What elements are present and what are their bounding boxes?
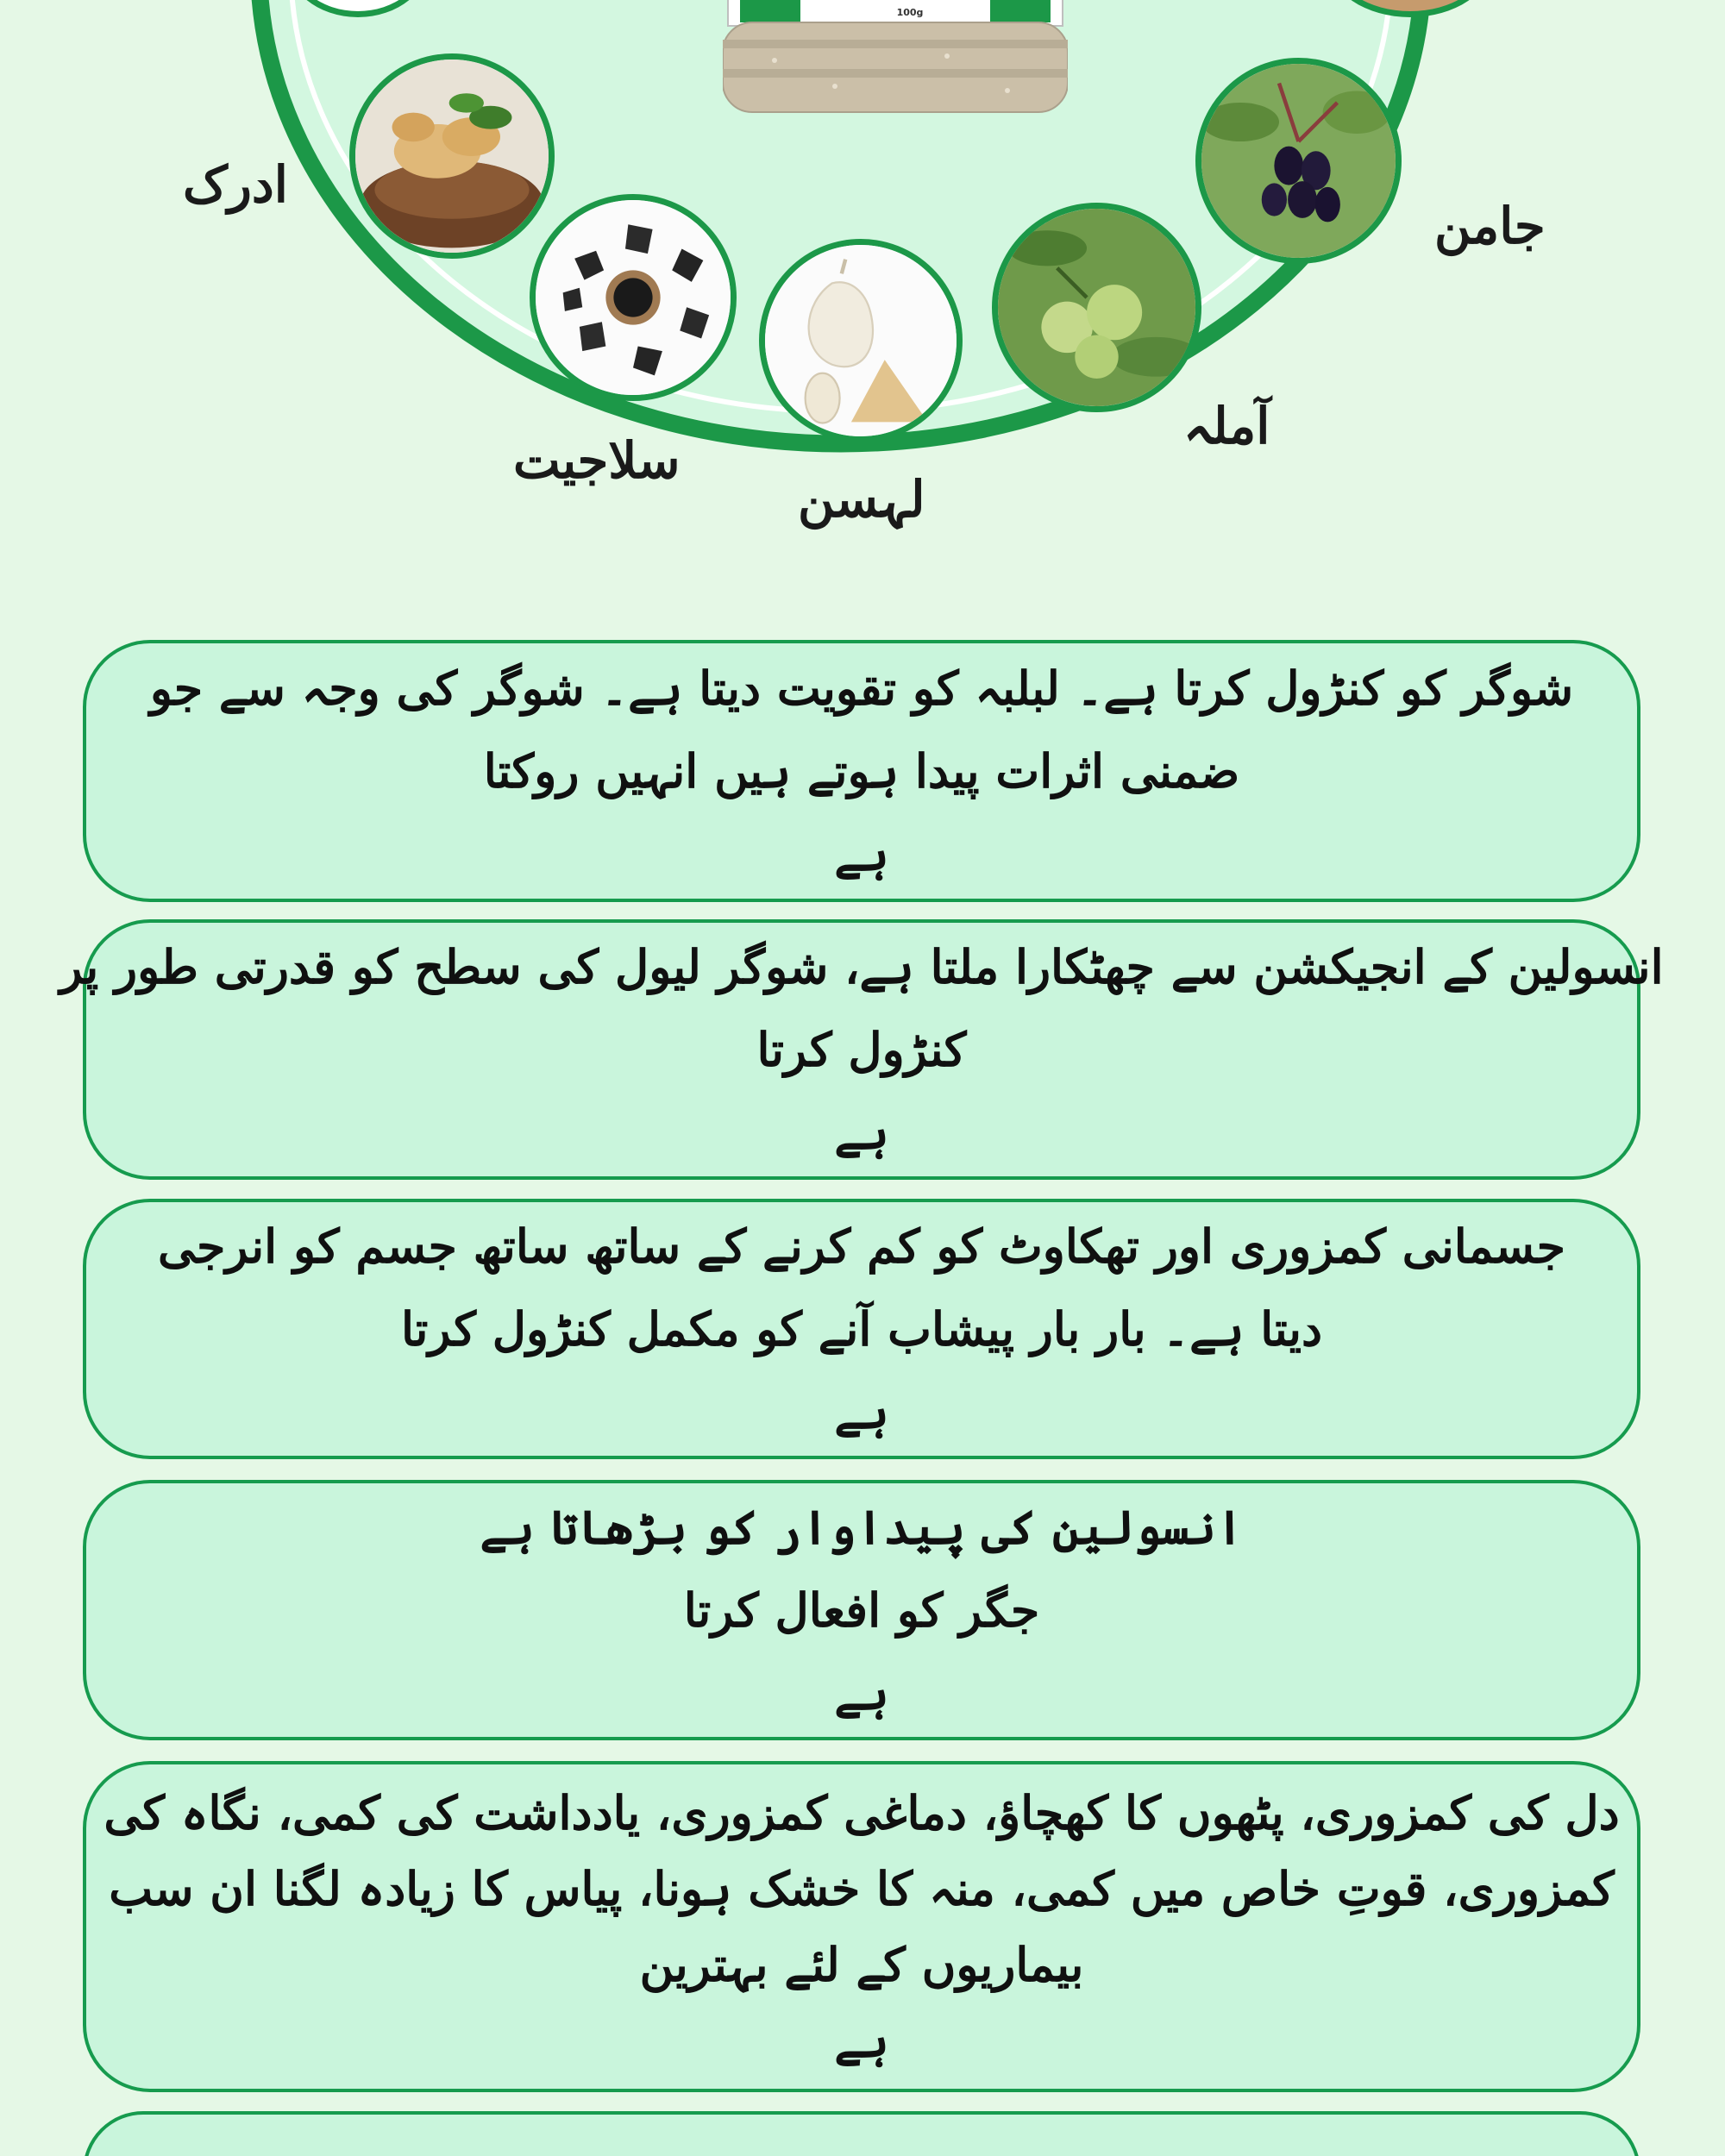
benefit-5-line-4: ہے [834, 2013, 889, 2068]
benefit-box-5 [83, 1761, 1640, 2092]
benefit-5-line-3: بیماریوں کے لئے بہترین [639, 1937, 1084, 1992]
jar-weight-label: 100g [896, 7, 924, 18]
ingredient-label-amla: آملہ [1183, 397, 1270, 455]
benefit-2-line-1: انسولین کے انجیکشن سے چھٹکارا ملتا ہے، شوگر لیول کی سطح کو قدرتی طور پر [60, 939, 1664, 994]
benefit-1-line-1: شوگر کو کنڑول کرتا ہے۔ لبلبہ کو تقویت دیتا ہے۔ شوگر کی وجہ سے جو [149, 661, 1574, 716]
product-jar [723, 0, 1068, 121]
benefit-box-4 [83, 1480, 1640, 1740]
ingredient-image-jamun [1195, 58, 1402, 264]
benefit-box-2 [60, 919, 1664, 1180]
ingredient-label-ginger: ادرک [183, 155, 288, 214]
benefit-4-line-3: ہے [834, 1665, 889, 1720]
benefit-5-line-1: دل کی کمزوری، پٹھوں کا کھچاؤ، دماغی کمزوری، یادداشت کی کمی، نگاہ کی [104, 1785, 1620, 1840]
benefit-3-line-1: جسمانی کمزوری اور تھکاوٹ کو کم کرنے کے ساتھ ساتھ جسم کو انرجی [157, 1219, 1566, 1274]
benefit-1-line-2: ضمنی اثرات پیدا ہوتے ہیں انہیں روکتا [483, 743, 1240, 799]
benefit-3-line-2: دیتا ہے۔ بار بار پیشاب آنے کو مکمل کنڑول کرتا [400, 1301, 1323, 1357]
benefit-box-6-partial [83, 2111, 1640, 2156]
benefit-4-line-2: جگر کو افعال کرتا [683, 1583, 1040, 1638]
benefit-4-line-1: انسولین کی پیداوار کو بڑھاتا ہے [480, 1500, 1244, 1555]
ingredient-image-shilajit [530, 194, 737, 401]
ingredient-image-ginger [349, 53, 555, 259]
benefit-2-line-2: کنڑول کرتا [756, 1022, 967, 1077]
ingredient-label-garlic: لہسن [798, 470, 925, 529]
ingredient-label-jamun: جامن [1434, 197, 1546, 255]
ingredient-image-garlic [759, 239, 963, 442]
benefit-box-3 [83, 1199, 1640, 1459]
ingredient-label-shilajit: سلاجیت [513, 431, 681, 490]
benefit-5-line-2: کمزوری، قوتِ خاص میں کمی، منہ کا خشک ہونا، پیاس کا زیادہ لگنا ان سب [109, 1861, 1615, 1916]
benefit-2-line-3: ہے [834, 1105, 889, 1160]
ingredient-wheel [0, 0, 1725, 604]
benefit-1-line-3: ہے [834, 826, 889, 881]
benefit-box-1 [83, 640, 1640, 902]
benefit-3-line-3: ہے [834, 1384, 889, 1439]
ingredient-image-amla [992, 203, 1201, 412]
